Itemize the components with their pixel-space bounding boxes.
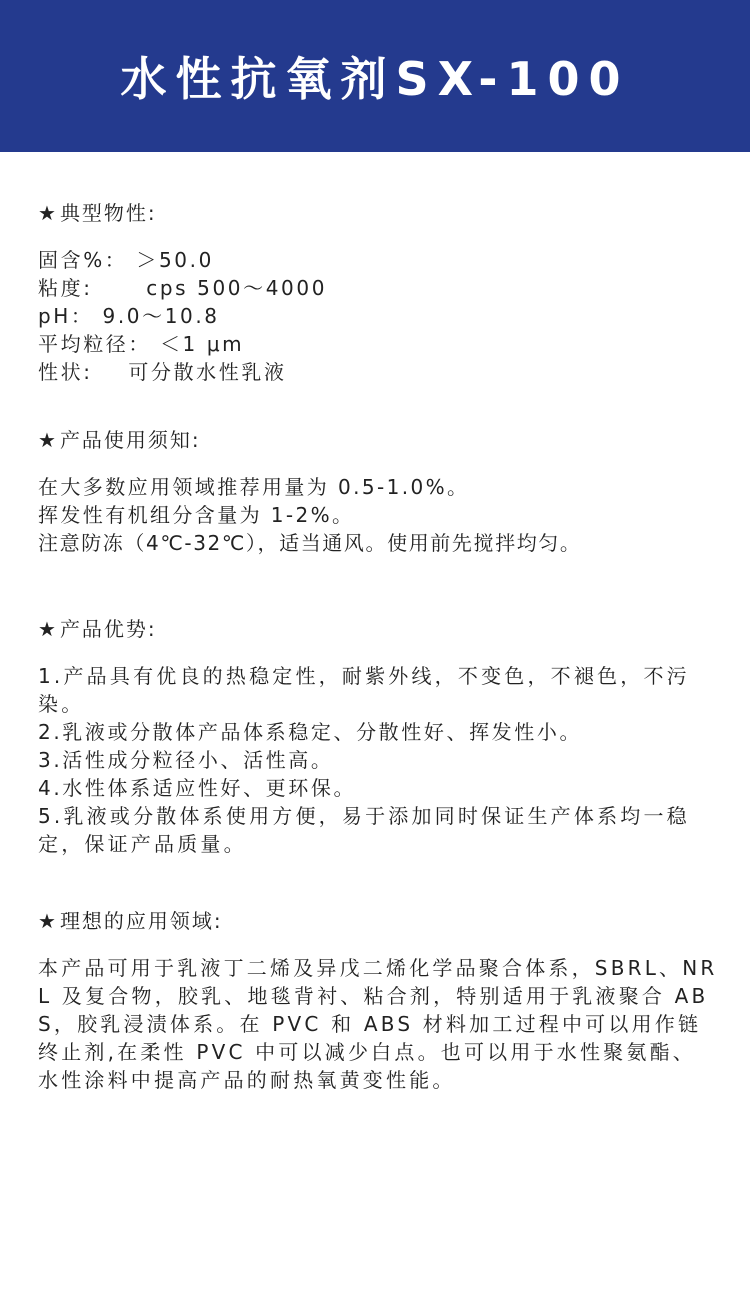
section-advantages bbox=[38, 614, 738, 858]
applications-paragraph: 本产品可用于乳液丁二烯及异戊二烯化学品聚合体系，SBRL、NRL 及复合物，胶乳、地毯背衬、粘合剂，特别适用于乳液聚合 ABS，胶乳浸渍体系。在 PVC 和 ABS 材料加工过程中可以用作链终止剂,在柔性 PVC 中可以减少白点。也可以用于水性聚氨酯、水性涂料中提高产品的耐热氧黄变性能。 bbox=[38, 956, 718, 1092]
header-banner bbox=[0, 0, 750, 152]
section-title-text: 理想的应用领域: bbox=[59, 909, 223, 933]
list-item: 注意防冻（4℃-32℃），适当通风。使用前先搅拌均匀。 bbox=[38, 531, 582, 555]
usage-list bbox=[38, 473, 738, 557]
advantages-list bbox=[38, 662, 718, 858]
list-item: 固含%： ＞50.0 bbox=[38, 248, 214, 272]
applications-paragraph-wrap bbox=[38, 954, 718, 1094]
section-title-text: 产品使用须知: bbox=[59, 428, 201, 452]
list-item: 2.乳液或分散体产品体系稳定、分散性好、挥发性小。 bbox=[38, 720, 583, 744]
list-item: 3.活性成分粒径小、活性高。 bbox=[38, 748, 334, 772]
section-title-applications bbox=[38, 906, 738, 936]
star-icon: ★ bbox=[38, 617, 58, 641]
list-item: 4.水性体系适应性好、更环保。 bbox=[38, 776, 357, 800]
list-item: 1.产品具有优良的热稳定性，耐紫外线，不变色，不褪色，不污染。 bbox=[38, 664, 690, 716]
list-item: 5.乳液或分散体系使用方便，易于添加同时保证生产体系均一稳定，保证产品质量。 bbox=[38, 804, 690, 856]
star-icon: ★ bbox=[38, 909, 58, 933]
section-title-properties bbox=[38, 198, 738, 228]
content bbox=[38, 198, 738, 1094]
properties-list bbox=[38, 246, 738, 386]
list-item: pH： 9.0～10.8 bbox=[38, 304, 220, 328]
section-properties bbox=[38, 198, 738, 386]
section-applications bbox=[38, 906, 738, 1094]
section-usage bbox=[38, 425, 738, 557]
list-item: 在大多数应用领域推荐用量为 0.5-1.0%。 bbox=[38, 475, 470, 499]
section-title-usage bbox=[38, 425, 738, 455]
section-title-text: 典型物性: bbox=[59, 201, 157, 225]
page-title: 水性抗氧剂SX-100 bbox=[120, 52, 630, 106]
section-title-text: 产品优势: bbox=[59, 617, 157, 641]
star-icon: ★ bbox=[38, 201, 58, 225]
star-icon: ★ bbox=[38, 428, 58, 452]
list-item: 性状: 可分散水性乳液 bbox=[38, 360, 287, 384]
list-item: 粘度: cps 500～4000 bbox=[38, 276, 328, 300]
list-item: 平均粒径： ＜1 μm bbox=[38, 332, 245, 356]
section-title-advantages bbox=[38, 614, 738, 644]
list-item: 挥发性有机组分含量为 1-2%。 bbox=[38, 503, 355, 527]
